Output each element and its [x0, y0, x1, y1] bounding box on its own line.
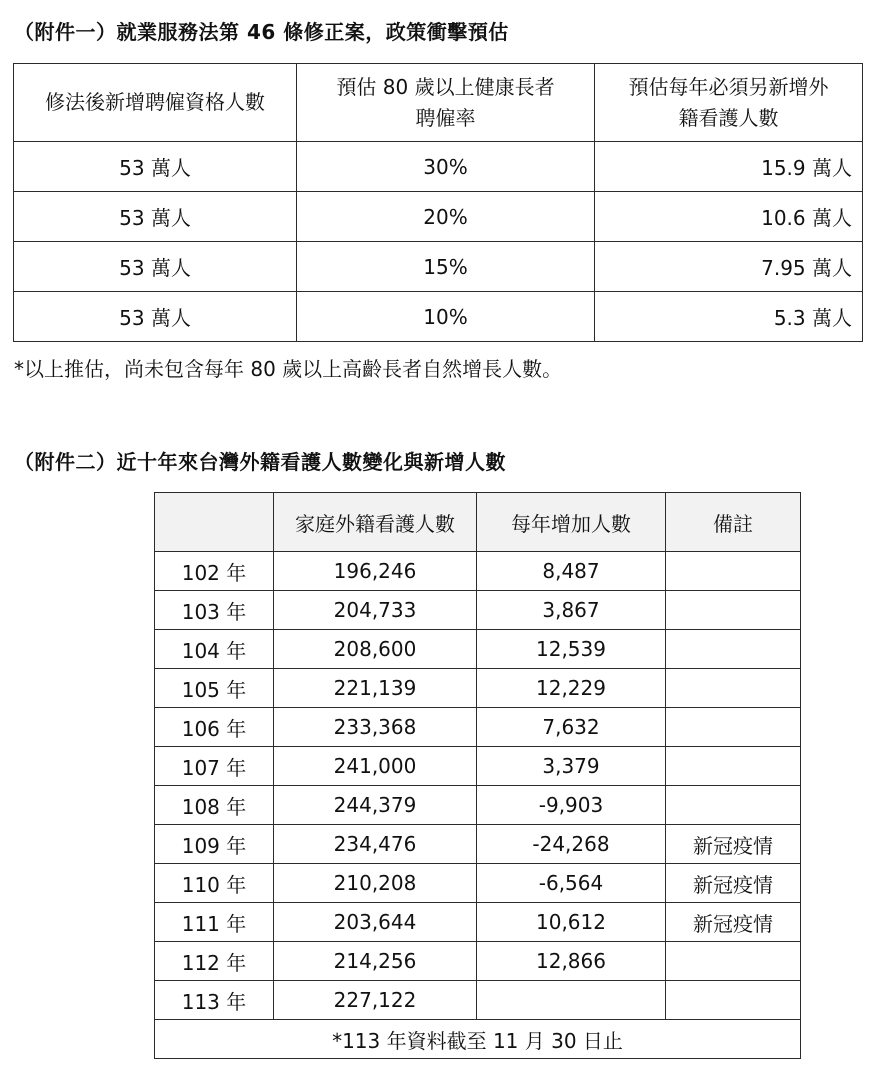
table-row	[155, 786, 801, 825]
remark-cell	[666, 552, 801, 591]
hire-rate-cell: 15%	[297, 242, 595, 292]
remark-cell: 新冠疫情	[666, 903, 801, 942]
table-row	[155, 630, 801, 669]
column-header: 每年增加人數	[477, 493, 666, 552]
caregiver-count-cell: 208,600	[274, 630, 477, 669]
remark-cell	[666, 786, 801, 825]
annual-change-cell: 7,632	[477, 708, 666, 747]
remark-cell	[666, 942, 801, 981]
table-row	[155, 669, 801, 708]
annual-change-cell: 10,612	[477, 903, 666, 942]
table-row	[155, 552, 801, 591]
table-row	[155, 708, 801, 747]
remark-cell	[666, 747, 801, 786]
year-cell: 107 年	[155, 747, 274, 786]
remark-cell	[666, 630, 801, 669]
annual-change-cell: 12,539	[477, 630, 666, 669]
eligible-count-cell: 53 萬人	[14, 292, 297, 342]
section2-title: （附件二）近十年來台灣外籍看護人數變化與新增人數	[14, 450, 506, 474]
table-header-row	[155, 493, 801, 552]
year-cell: 106 年	[155, 708, 274, 747]
caregiver-count-cell: 244,379	[274, 786, 477, 825]
hire-rate-cell: 10%	[297, 292, 595, 342]
remark-cell	[666, 708, 801, 747]
eligible-count-cell: 53 萬人	[14, 142, 297, 192]
header-line: 籍看護人數	[678, 105, 779, 130]
new-caregivers-cell: 7.95 萬人	[595, 242, 863, 292]
table-row	[155, 981, 801, 1020]
year-cell: 113 年	[155, 981, 274, 1020]
caregiver-count-cell: 214,256	[274, 942, 477, 981]
eligible-count-cell: 53 萬人	[14, 192, 297, 242]
annual-change-cell: 3,379	[477, 747, 666, 786]
caregiver-count-cell: 196,246	[274, 552, 477, 591]
table-row	[155, 825, 801, 864]
column-header: 修法後新增聘僱資格人數	[14, 64, 297, 142]
remark-cell	[666, 981, 801, 1020]
table-row	[155, 903, 801, 942]
caregiver-count-cell: 241,000	[274, 747, 477, 786]
annual-change-cell	[477, 981, 666, 1020]
column-header	[297, 64, 595, 142]
new-caregivers-cell: 5.3 萬人	[595, 292, 863, 342]
annual-change-cell: 12,866	[477, 942, 666, 981]
year-cell: 109 年	[155, 825, 274, 864]
caregiver-count-cell: 233,368	[274, 708, 477, 747]
caregiver-count-cell: 203,644	[274, 903, 477, 942]
year-cell: 108 年	[155, 786, 274, 825]
year-cell: 104 年	[155, 630, 274, 669]
year-cell: 111 年	[155, 903, 274, 942]
remark-cell: 新冠疫情	[666, 864, 801, 903]
year-cell: 102 年	[155, 552, 274, 591]
annual-change-cell: -6,564	[477, 864, 666, 903]
annual-change-cell: 8,487	[477, 552, 666, 591]
hire-rate-cell: 30%	[297, 142, 595, 192]
policy-impact-table	[13, 63, 863, 342]
table-footnote: *113 年資料截至 11 月 30 日止	[155, 1020, 801, 1059]
column-header: 備註	[666, 493, 801, 552]
caregiver-count-cell: 210,208	[274, 864, 477, 903]
remark-cell	[666, 591, 801, 630]
new-caregivers-cell: 10.6 萬人	[595, 192, 863, 242]
caregiver-trend-table	[154, 492, 801, 1059]
annual-change-cell: -9,903	[477, 786, 666, 825]
table-row	[155, 942, 801, 981]
column-header	[595, 64, 863, 142]
table-row	[14, 242, 863, 292]
new-caregivers-cell: 15.9 萬人	[595, 142, 863, 192]
caregiver-count-cell: 204,733	[274, 591, 477, 630]
year-cell: 112 年	[155, 942, 274, 981]
caregiver-count-cell: 227,122	[274, 981, 477, 1020]
remark-cell: 新冠疫情	[666, 825, 801, 864]
annual-change-cell: 12,229	[477, 669, 666, 708]
table-header-row	[14, 64, 863, 142]
header-line: 預估每年必須另新增外	[628, 74, 829, 99]
column-header: 家庭外籍看護人數	[274, 493, 477, 552]
year-cell: 105 年	[155, 669, 274, 708]
table-row	[155, 747, 801, 786]
hire-rate-cell: 20%	[297, 192, 595, 242]
table-row	[14, 192, 863, 242]
remark-cell	[666, 669, 801, 708]
eligible-count-cell: 53 萬人	[14, 242, 297, 292]
table-row	[14, 292, 863, 342]
caregiver-count-cell: 221,139	[274, 669, 477, 708]
section1-title: （附件一）就業服務法第 46 條修正案，政策衝擊預估	[14, 20, 509, 44]
table-row	[155, 864, 801, 903]
year-cell: 110 年	[155, 864, 274, 903]
annual-change-cell: 3,867	[477, 591, 666, 630]
year-cell: 103 年	[155, 591, 274, 630]
caregiver-count-cell: 234,476	[274, 825, 477, 864]
table-footnote-row	[155, 1020, 801, 1059]
table-row	[14, 142, 863, 192]
column-header	[155, 493, 274, 552]
annual-change-cell: -24,268	[477, 825, 666, 864]
header-line: 聘僱率	[415, 105, 476, 130]
section1-note: *以上推估，尚未包含每年 80 歲以上高齡長者自然增長人數。	[14, 357, 563, 381]
table-row	[155, 591, 801, 630]
header-line: 預估 80 歲以上健康長者	[336, 74, 555, 99]
